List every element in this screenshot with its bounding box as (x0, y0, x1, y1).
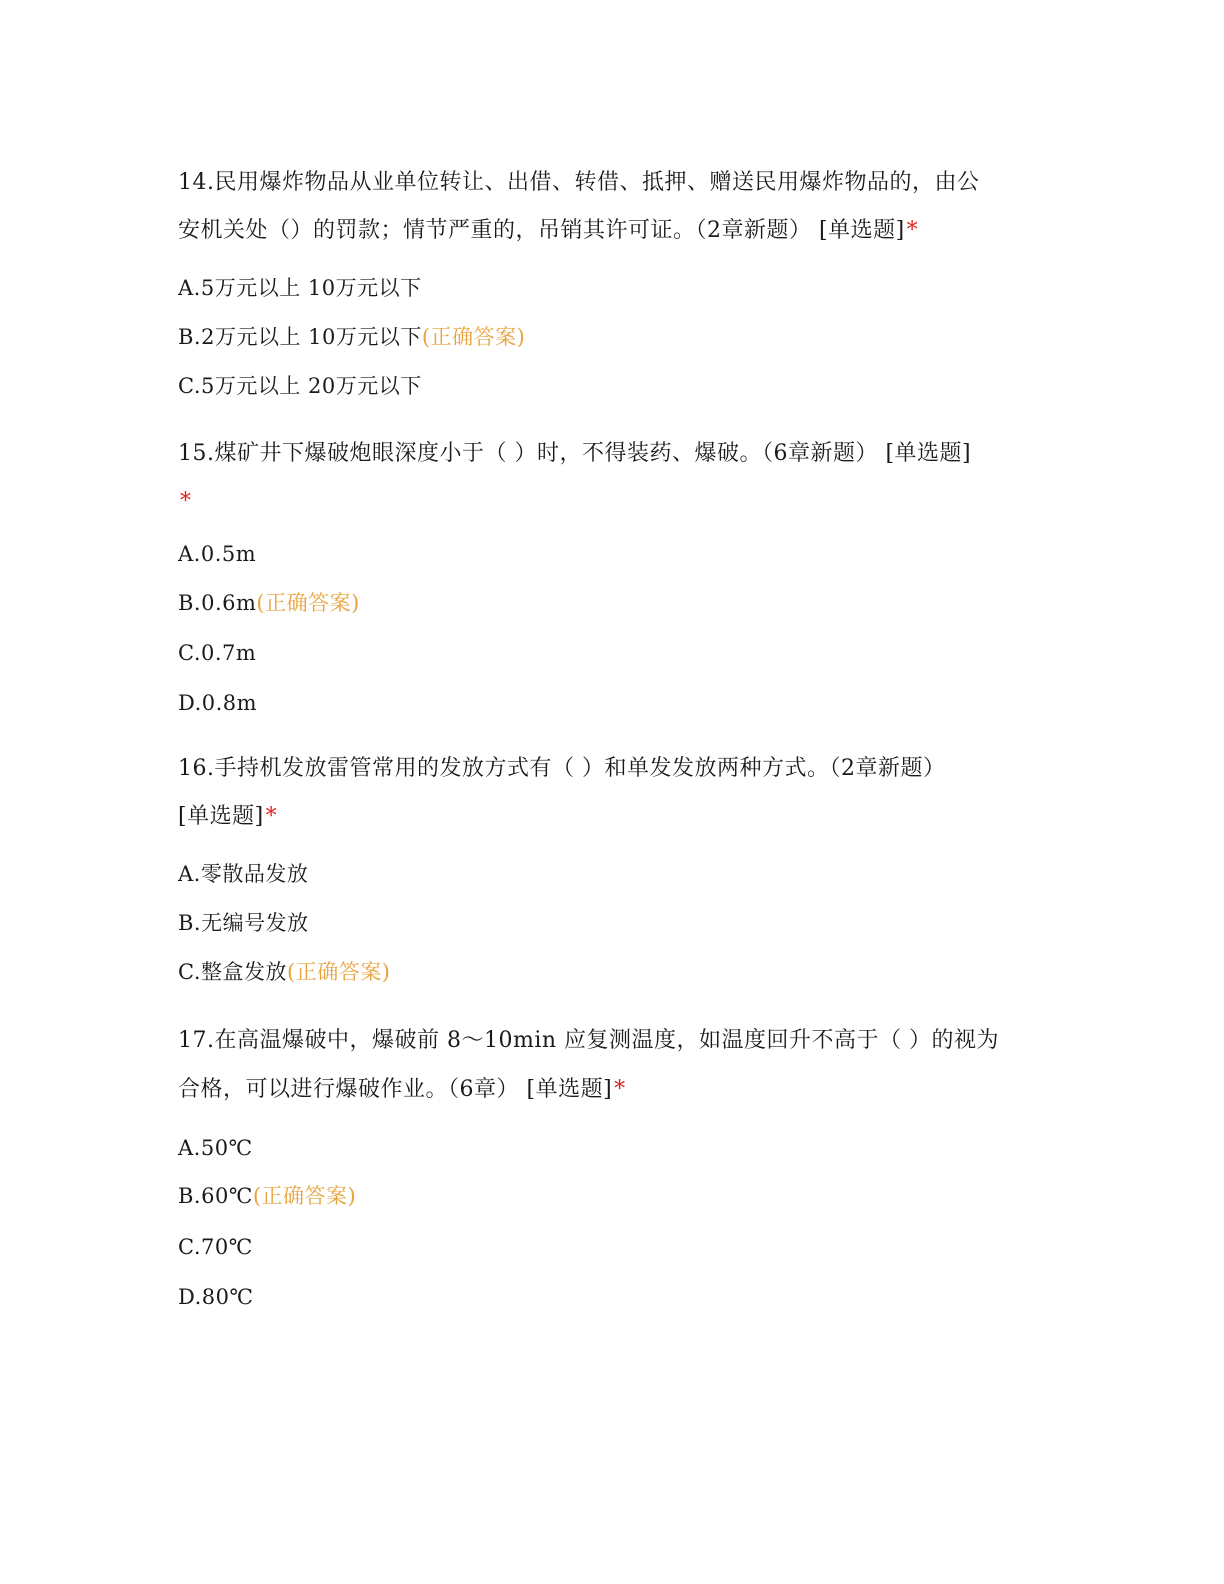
question-16-option-b[interactable] (178, 908, 309, 938)
question-15-option-a[interactable] (178, 539, 256, 569)
correct-answer-mark: (正确答案) (252, 1184, 357, 1208)
question-16-line-2 (178, 802, 277, 832)
question-17-option-a[interactable] (178, 1133, 253, 1163)
correct-answer-mark: (正确答案) (256, 591, 360, 615)
question-16-option-a[interactable] (178, 859, 308, 889)
question-15-line-1: 15.煤矿井下爆破炮眼深度小于（ ）时，不得装药、爆破。（6章新题） [单选题] (178, 441, 972, 466)
option-text: A.0.5m (178, 542, 257, 566)
question-16-line-2-text: [单选题] (178, 804, 264, 829)
option-text: A.零散品发放 (178, 862, 309, 886)
option-text: C.5万元以上 20万元以下 (178, 374, 422, 398)
question-14-option-a[interactable] (178, 273, 422, 303)
question-17-option-d[interactable] (178, 1282, 253, 1312)
option-text: D.80℃ (178, 1285, 254, 1309)
required-star: * (180, 489, 192, 514)
question-15-line-2 (178, 487, 192, 517)
option-text: C.整盒发放 (178, 960, 287, 984)
option-text: B.无编号发放 (178, 911, 309, 935)
question-14-line-2-text: 安机关处（）的罚款；情节严重的，吊销其许可证。（2章新题） [单选题] (178, 218, 905, 243)
question-15-option-c[interactable] (178, 638, 256, 668)
question-15-option-b[interactable] (178, 588, 360, 618)
question-16-line-1: 16.手持机发放雷管常用的发放方式有（ ）和单发发放两种方式。（2章新题） (178, 756, 946, 781)
option-text: B.60℃ (178, 1184, 253, 1208)
question-14-line-2 (178, 216, 918, 246)
required-star: * (906, 218, 919, 243)
option-text: B.0.6m (178, 591, 257, 615)
question-17-line-1: 17.在高温爆破中，爆破前 8～10min 应复测温度，如温度回升不高于（ ）的视为 (178, 1028, 1000, 1053)
option-text: C.70℃ (178, 1235, 253, 1259)
question-14-option-b[interactable] (178, 322, 525, 352)
question-16-option-c[interactable] (178, 957, 390, 987)
question-17-option-b[interactable] (178, 1181, 356, 1211)
correct-answer-mark: (正确答案) (421, 325, 526, 349)
question-15-option-d[interactable] (178, 688, 257, 718)
option-text: A.50℃ (178, 1136, 253, 1160)
question-17-line-2-text: 合格，可以进行爆破作业。（6章） [单选题] (178, 1077, 613, 1102)
question-14-line-1: 14.民用爆炸物品从业单位转让、出借、转借、抵押、赠送民用爆炸物品的，由公 (178, 170, 980, 195)
option-text: A.5万元以上 10万元以下 (178, 276, 422, 300)
correct-answer-mark: (正确答案) (287, 960, 391, 984)
question-17-option-c[interactable] (178, 1232, 253, 1262)
required-star: * (614, 1077, 626, 1102)
required-star: * (265, 804, 278, 829)
question-17-line-2 (178, 1075, 626, 1105)
option-text: D.0.8m (178, 691, 258, 715)
option-text: C.0.7m (178, 641, 257, 665)
question-14-option-c[interactable] (178, 371, 422, 401)
option-text: B.2万元以上 10万元以下 (178, 325, 422, 349)
